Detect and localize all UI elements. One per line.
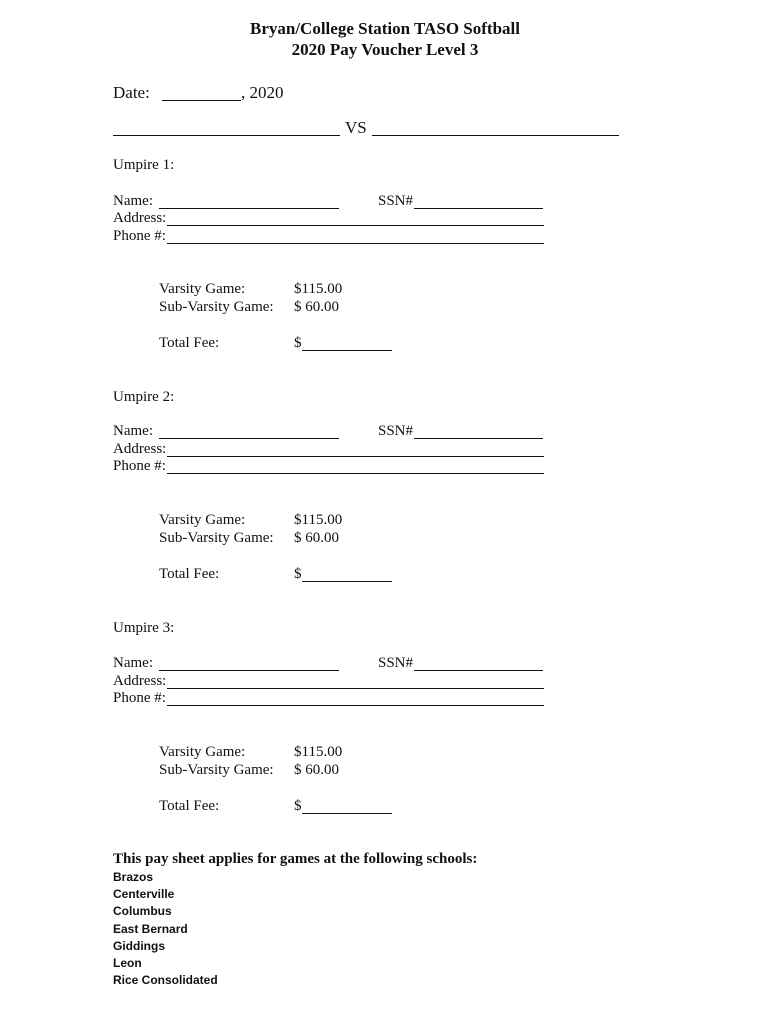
umpire-1-address-field[interactable] xyxy=(167,225,544,226)
school-item: Leon xyxy=(113,956,142,970)
umpire-1-total-field[interactable] xyxy=(302,350,392,351)
umpire-3-address-field[interactable] xyxy=(167,688,544,689)
umpire-3-subvarsity-amount: $ 60.00 xyxy=(294,762,339,778)
umpire-2-name-field[interactable] xyxy=(159,438,339,439)
umpire-2-subvarsity-amount: $ 60.00 xyxy=(294,530,339,546)
umpire-3-varsity-amount: $115.00 xyxy=(294,744,343,760)
umpire-3-label: Umpire 3: xyxy=(113,620,175,636)
umpire-1-name-label: Name: xyxy=(113,193,153,209)
umpire-1-phone-field[interactable] xyxy=(167,243,544,244)
umpire-2-varsity-amount: $115.00 xyxy=(294,512,343,528)
umpire-1-varsity-label: Varsity Game: xyxy=(159,281,246,297)
school-item: Giddings xyxy=(113,939,165,953)
title-line-2: 2020 Pay Voucher Level 3 xyxy=(291,40,479,59)
umpire-2-label: Umpire 2: xyxy=(113,389,175,405)
umpire-2-total-dollar: $ xyxy=(294,566,302,582)
date-year: , 2020 xyxy=(241,83,284,102)
umpire-1-name-field[interactable] xyxy=(159,208,339,209)
date-label: Date: xyxy=(113,83,150,102)
umpire-1-subvarsity-label: Sub-Varsity Game: xyxy=(159,299,274,315)
umpire-3-name-label: Name: xyxy=(113,655,153,671)
school-item: Centerville xyxy=(113,887,175,901)
date-blank[interactable] xyxy=(162,100,241,101)
umpire-2-name-label: Name: xyxy=(113,423,153,439)
title-line-1: Bryan/College Station TASO Softball xyxy=(250,19,520,38)
umpire-3-phone-field[interactable] xyxy=(167,705,544,706)
umpire-1-ssn-field[interactable] xyxy=(414,208,543,209)
school-item: East Bernard xyxy=(113,922,188,936)
away-team-blank[interactable] xyxy=(372,135,619,136)
umpire-1-total-dollar: $ xyxy=(294,335,302,351)
umpire-2-address-label: Address: xyxy=(113,441,167,457)
umpire-2-ssn-field[interactable] xyxy=(414,438,543,439)
vs-label: VS xyxy=(345,118,367,137)
umpire-2-total-label: Total Fee: xyxy=(159,566,220,582)
school-item: Rice Consolidated xyxy=(113,973,218,987)
umpire-3-name-field[interactable] xyxy=(159,670,339,671)
school-item: Columbus xyxy=(113,904,172,918)
umpire-1-total-label: Total Fee: xyxy=(159,335,220,351)
umpire-2-phone-label: Phone #: xyxy=(113,458,166,474)
umpire-2-subvarsity-label: Sub-Varsity Game: xyxy=(159,530,274,546)
umpire-2-varsity-label: Varsity Game: xyxy=(159,512,246,528)
umpire-3-total-label: Total Fee: xyxy=(159,798,220,814)
umpire-1-ssn-label: SSN# xyxy=(378,193,414,209)
umpire-1-varsity-amount: $115.00 xyxy=(294,281,343,297)
umpire-3-ssn-label: SSN# xyxy=(378,655,414,671)
umpire-2-ssn-label: SSN# xyxy=(378,423,414,439)
umpire-2-phone-field[interactable] xyxy=(167,473,544,474)
home-team-blank[interactable] xyxy=(113,135,340,136)
umpire-3-total-dollar: $ xyxy=(294,798,302,814)
umpire-3-subvarsity-label: Sub-Varsity Game: xyxy=(159,762,274,778)
umpire-3-ssn-field[interactable] xyxy=(414,670,543,671)
umpire-1-label: Umpire 1: xyxy=(113,157,175,173)
umpire-1-address-label: Address: xyxy=(113,210,167,226)
umpire-3-phone-label: Phone #: xyxy=(113,690,166,706)
umpire-2-total-field[interactable] xyxy=(302,581,392,582)
umpire-1-phone-label: Phone #: xyxy=(113,228,166,244)
umpire-2-address-field[interactable] xyxy=(167,456,544,457)
umpire-1-subvarsity-amount: $ 60.00 xyxy=(294,299,339,315)
school-item: Brazos xyxy=(113,870,154,884)
schools-heading: This pay sheet applies for games at the following schools: xyxy=(113,851,478,867)
umpire-3-varsity-label: Varsity Game: xyxy=(159,744,246,760)
umpire-3-address-label: Address: xyxy=(113,673,167,689)
umpire-3-total-field[interactable] xyxy=(302,813,392,814)
